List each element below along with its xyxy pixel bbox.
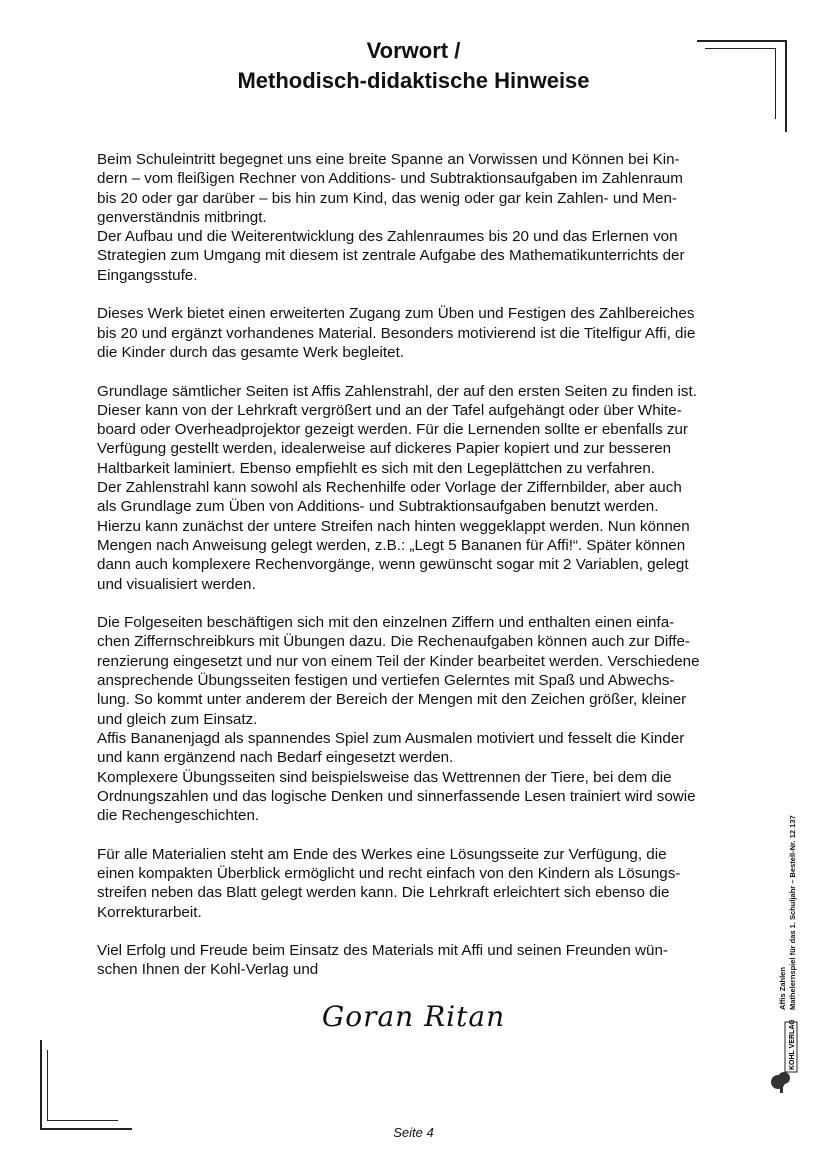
paragraph-gap [97, 594, 737, 613]
text-line: chen Ziffernschreibkurs mit Übungen dazu. Die Rechenaufgaben können auch zur Diffe- [97, 633, 690, 651]
paragraph-gap [97, 922, 737, 941]
text-line: Korrekturarbeit. [97, 903, 202, 921]
text-line: Die Folgeseiten beschäftigen sich mit den einzelnen Ziffern und enthalten einen einfa- [97, 614, 675, 632]
text-line: bis 20 und ergänzt vorhandenes Material. Besonders motivierend ist die Titelfigur Affi, die [97, 324, 696, 342]
title-line-1: Vorwort / [366, 38, 461, 63]
text-line: bis 20 oder gar darüber – bis hin zum Kind, das wenig oder gar kein Zahlen- und Men- [97, 189, 677, 207]
paragraph [97, 150, 737, 285]
text-line: Grundlage sämtlicher Seiten ist Affis Zahlenstrahl, der auf den ersten Seiten zu finden ist. [97, 382, 697, 400]
tree-icon [768, 1020, 808, 1095]
text-line: lung. So kommt unter anderem der Bereich der Mengen mit den Zeichen größer, kleiner [97, 691, 687, 709]
text-line: Viel Erfolg und Freude beim Einsatz des Materials mit Affi und seinen Freunden wün- [97, 942, 668, 960]
text-line: Affis Bananenjagd als spannendes Spiel zum Ausmalen motiviert und fesselt die Kinder [97, 729, 685, 747]
side-note-title: Affis Zahlen [778, 967, 787, 1010]
text-line: schen Ihnen der Kohl-Verlag und [97, 961, 319, 979]
text-line: die Rechengeschichten. [97, 807, 260, 825]
paragraph [97, 382, 737, 594]
text-line: Der Aufbau und die Weiterentwicklung des Zahlenraumes bis 20 und das Erlernen von [97, 228, 678, 246]
text-line: und kann ergänzend nach Bedarf eingesetzt werden. [97, 749, 454, 767]
text-line: Haltbarkeit laminiert. Ebenso empfiehlt es sich mit den Legeplättchen zu verfahren. [97, 459, 656, 477]
paragraph-gap [97, 362, 737, 381]
text-line: Ordnungszahlen und das logische Denken und sinnerfassende Lesen trainiert wird sowie [97, 787, 696, 805]
body-text [97, 150, 737, 980]
text-line: renzierung eingesetzt und nur von einem Teil der Kinder bearbeitet werden. Verschiedene [97, 652, 700, 670]
paragraph [97, 941, 737, 980]
text-line: Strategien zum Umgang mit diesem ist zentrale Aufgabe des Mathematikunterrichts der [97, 247, 685, 265]
paragraph-gap [97, 285, 737, 304]
publisher-logo [768, 1020, 808, 1095]
text-line: und visualisiert werden. [97, 575, 256, 593]
corner-frame-top-right-inner [705, 48, 776, 119]
text-line: Verfügung gestellt werden, idealerweise auf dickeres Papier kopiert und zur besseren [97, 440, 672, 458]
signature: Goran Ritan [321, 1000, 506, 1033]
text-line: Hierzu kann zunächst der untere Streifen nach hinten weggeklappt werden. Nun können [97, 517, 690, 535]
text-line: die Kinder durch das gesamte Werk begleitet. [97, 343, 405, 361]
text-line: dann auch komplexere Rechenvorgänge, wenn gewünscht sogar mit 2 Variablen, gelegt [97, 556, 689, 574]
paragraph [97, 613, 737, 825]
side-publisher-note [778, 795, 818, 1010]
text-line: genverständnis mitbringt. [97, 208, 267, 226]
text-line: Für alle Materialien steht am Ende des Werkes eine Lösungsseite zur Verfügung, die [97, 845, 667, 863]
text-line: Dieser kann von der Lehrkraft vergrößert und an der Tafel aufgehängt oder über White- [97, 401, 682, 419]
logo-text: KOHL VERLAG [789, 1020, 796, 1070]
text-line: als Grundlage zum Üben von Additions- und Subtraktionsaufgaben benutzt werden. [97, 498, 659, 516]
text-line: Beim Schuleintritt begegnet uns eine breite Spanne an Vorwissen und Können bei Kin- [97, 151, 680, 168]
text-line: Komplexere Übungsseiten sind beispielsweise das Wettrennen der Tiere, bei dem die [97, 768, 672, 786]
text-line: einen kompakten Überblick ermöglicht und recht einfach von den Kindern als Lösungs- [97, 864, 681, 882]
paragraph-gap [97, 825, 737, 844]
text-line: Dieses Werk bietet einen erweiterten Zugang zum Üben und Festigen des Zahlbereiches [97, 305, 695, 323]
paragraph [97, 304, 737, 362]
text-line: ansprechende Übungsseiten festigen und vertiefen Gelerntes mit Spaß und Abwechs- [97, 672, 675, 690]
text-line: Mengen nach Anweisung gelegt werden, z.B.: „Legt 5 Bananen für Affi!“. Später können [97, 536, 686, 554]
text-line: und gleich zum Einsatz. [97, 710, 258, 728]
side-note-order-line: Mathelernspiel für das 1. Schuljahr – Bestell-Nr. 12 137 [788, 815, 797, 1010]
text-line: Eingangsstufe. [97, 266, 198, 284]
corner-frame-bottom-left-inner [47, 1050, 118, 1121]
text-line: board oder Overheadprojektor gezeigt werden. Für die Lernenden sollte er ebenfalls zur [97, 421, 688, 439]
paragraph [97, 845, 737, 922]
text-line: dern – vom fleißigen Rechner von Additions- und Subtraktionsaufgaben im Zahlenraum [97, 170, 683, 188]
text-line: streifen neben das Blatt gelegt werden kann. Die Lehrkraft erleichtert sich ebenso die [97, 884, 670, 902]
title-line-2: Methodisch-didaktische Hinweise [237, 68, 590, 93]
page-number: Seite 4 [393, 1125, 434, 1140]
text-line: Der Zahlenstrahl kann sowohl als Rechenhilfe oder Vorlage der Ziffernbilder, aber auch [97, 479, 682, 497]
